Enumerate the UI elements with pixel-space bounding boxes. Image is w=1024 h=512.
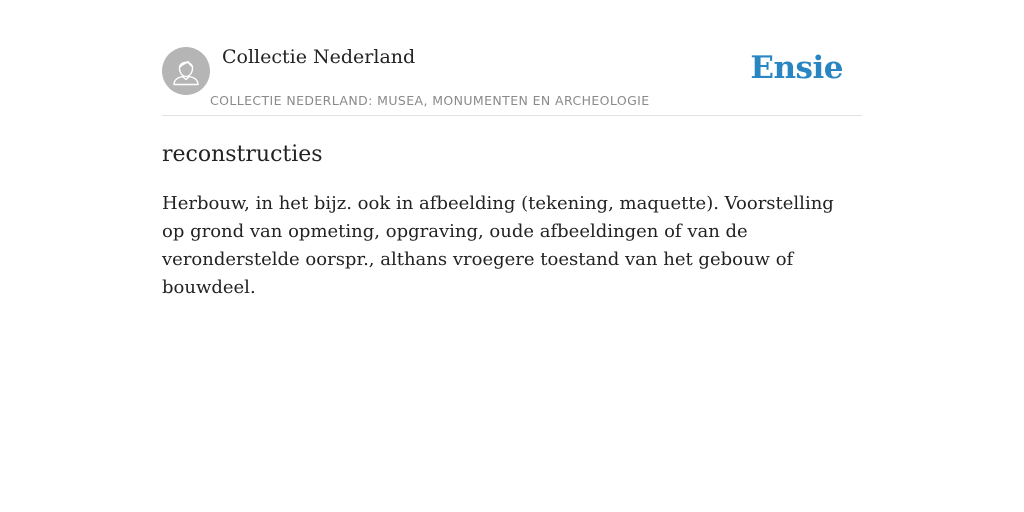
entry-definition: Herbouw, in het bijz. ook in afbeelding (tekening, maquette). Voorstelling op grond van opmeting, opgraving, oude afbeeldingen of van de veronderstelde oorspr., althans vroegere toestand van het gebouw of bouwdeel. [162,193,834,298]
entry-header [162,40,862,116]
entry-card [162,40,862,302]
brand-logo[interactable]: Ensie [750,50,843,86]
author-avatar[interactable] [162,47,210,95]
user-icon [162,47,210,95]
author-name[interactable]: Collectie Nederland [222,46,416,68]
author-subtitle: COLLECTIE NEDERLAND: MUSEA, MONUMENTEN EN ARCHEOLOGIE [210,93,650,108]
entry-term: reconstructies [162,142,323,167]
